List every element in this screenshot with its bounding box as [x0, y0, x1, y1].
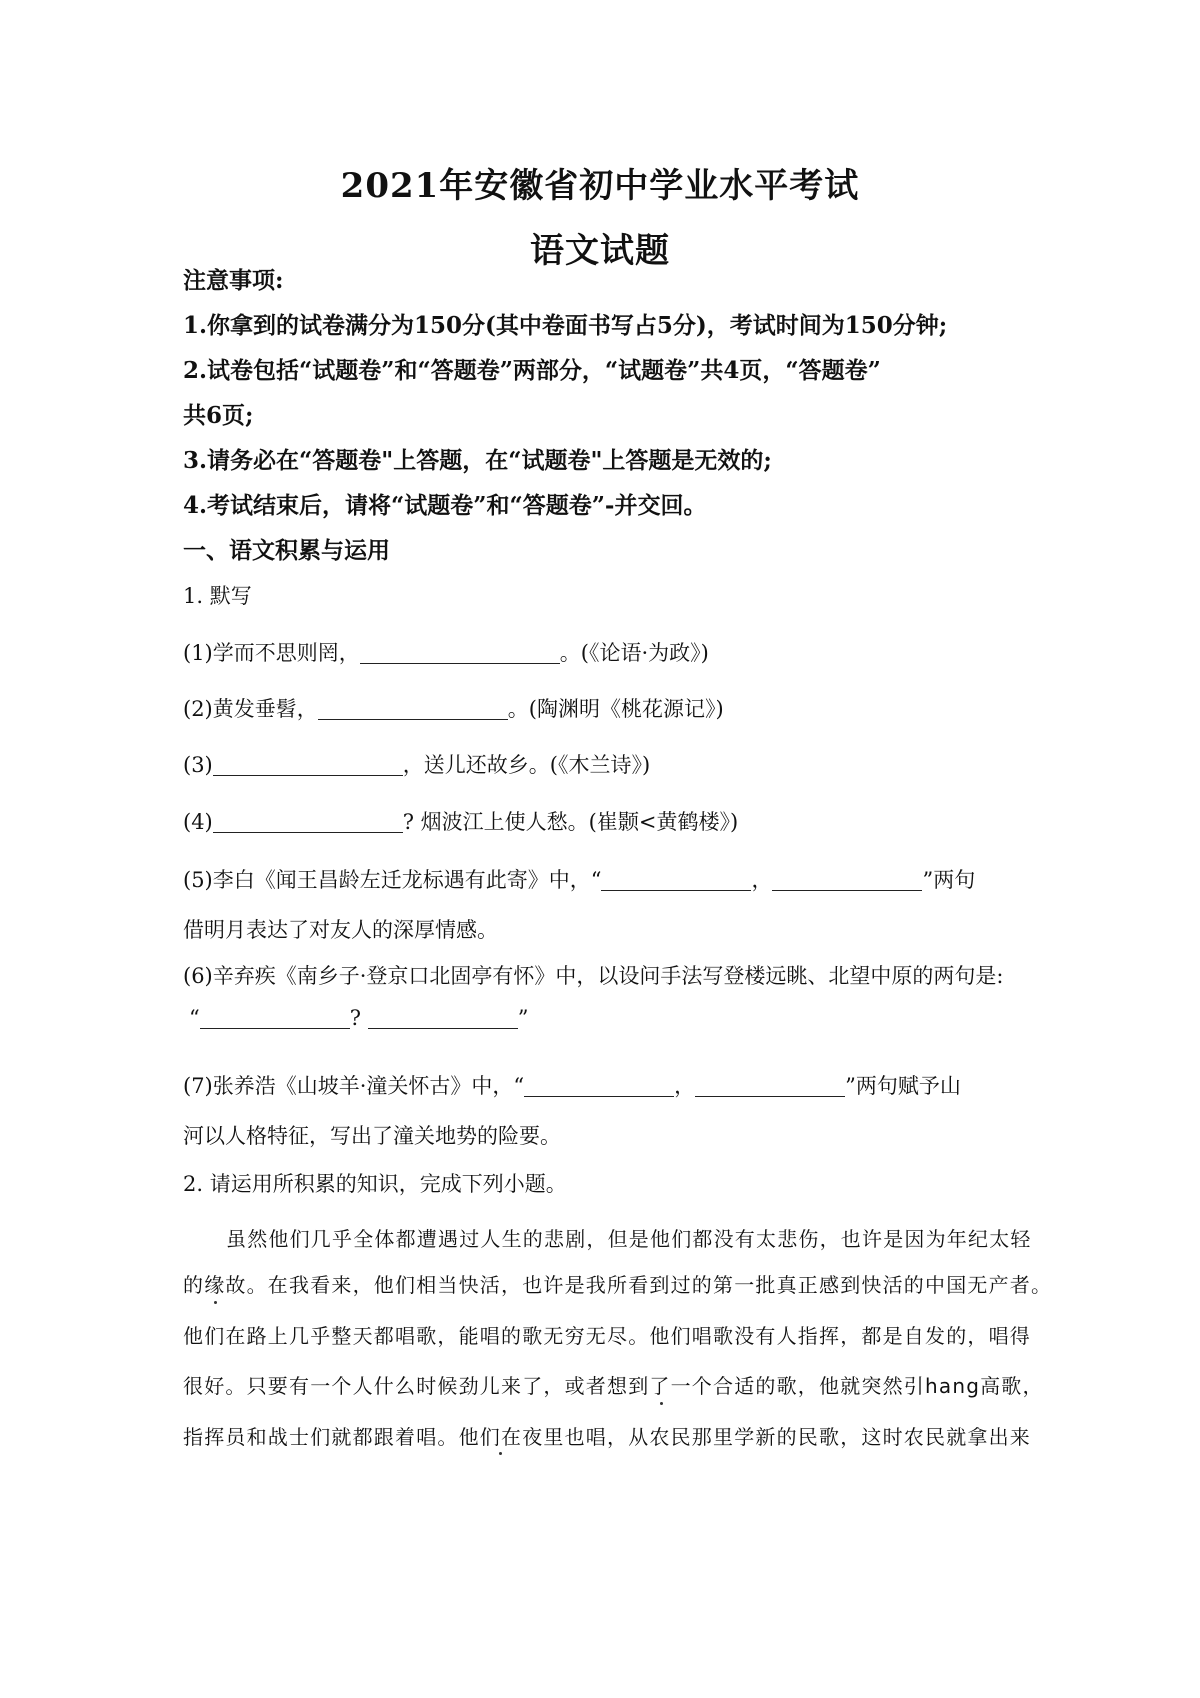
question-2-title: 2. 请运用所积累的知识，完成下列小题。 [183, 1172, 567, 1196]
notice-item: 共6页; [183, 402, 254, 429]
notice-item: 2.试卷包括“试题卷”和“答题卷”两部分，“试题卷”共4页，“答题卷” [183, 357, 881, 384]
dictation-item-2: (2)黄发垂髫， 。(陶渊明《桃花源记》) [183, 697, 724, 721]
answer-blank[interactable] [318, 697, 508, 720]
section-heading: 一、语文积累与运用 [183, 537, 390, 564]
passage-line: 他们在路上几乎整天都唱歌，能唱的歌无穷无尽。他们唱歌没有人指挥，都是自发的，唱得 [183, 1324, 1031, 1348]
answer-blank[interactable] [524, 1074, 674, 1097]
dictation-item-3: (3) ，送儿还故乡。(《木兰诗》) [183, 753, 651, 777]
dictation-item-6: (6)辛弃疾《南乡子·登京口北固亭有怀》中，以设问手法写登楼远眺、北望中原的两句是: [183, 964, 1004, 988]
notice-item: 4.考试结束后，请将“试题卷”和“答题卷”-并交回。 [183, 492, 707, 519]
exam-title: 2021年安徽省初中学业水平考试 [340, 166, 860, 206]
passage-line: 的缘故。在我看来，他们相当快活，也许是我所看到过的第一批真正感到快活的中国无产者。 [183, 1273, 1053, 1297]
answer-blank[interactable] [695, 1074, 845, 1097]
answer-blank[interactable] [368, 1006, 518, 1029]
answer-blank[interactable] [213, 753, 403, 776]
answer-blank[interactable] [360, 641, 560, 664]
emphasis-dot [660, 1402, 663, 1405]
notice-item: 1.你拿到的试卷满分为150分(其中卷面书写占5分)，考试时间为150分钟; [183, 312, 948, 339]
dictation-item-4: (4) ? 烟波江上使人愁。(崔颢<黄鹤楼》) [183, 810, 739, 834]
passage-line: 指挥员和战士们就都跟着唱。他们在夜里也唱，从农民那里学新的民歌，这时农民就拿出来 [183, 1425, 1031, 1449]
emphasis-dot [499, 1452, 502, 1455]
answer-blank[interactable] [601, 868, 751, 891]
passage-line: 很好。只要有一个人什么时候劲儿来了，或者想到了一个合适的歌，他就突然引hang高歌， [183, 1374, 1044, 1398]
dictation-item-7-cont: 河以人格特征，写出了潼关地势的险要。 [183, 1124, 561, 1148]
answer-blank[interactable] [213, 810, 403, 833]
notice-item: 3.请务必在“答题卷"上答题，在“试题卷"上答题是无效的; [183, 447, 772, 474]
dictation-item-7: (7)张养浩《山坡羊·潼关怀古》中，“ ， ”两句赋予山 [183, 1074, 961, 1098]
exam-subtitle: 语文试题 [530, 231, 670, 271]
answer-blank[interactable] [772, 868, 922, 891]
notice-heading: 注意事项: [183, 267, 284, 294]
dictation-item-1: (1)学而不思则罔， 。(《论语·为政》) [183, 641, 709, 665]
dictation-item-5: (5)李白《闻王昌龄左迁龙标遇有此寄》中，“ ， ”两句 [183, 868, 976, 892]
dictation-item-5-cont: 借明月表达了对友人的深厚情感。 [183, 918, 498, 942]
dictation-item-6-answer: “ ? ” [189, 1006, 529, 1030]
question-1-title: 1. 默写 [183, 584, 252, 608]
answer-blank[interactable] [200, 1006, 350, 1029]
passage-line: 虽然他们几乎全体都遭遇过人生的悲剧，但是他们都没有太悲伤，也许是因为年纪太轻 [226, 1227, 1032, 1251]
emphasis-dot [214, 1301, 217, 1304]
